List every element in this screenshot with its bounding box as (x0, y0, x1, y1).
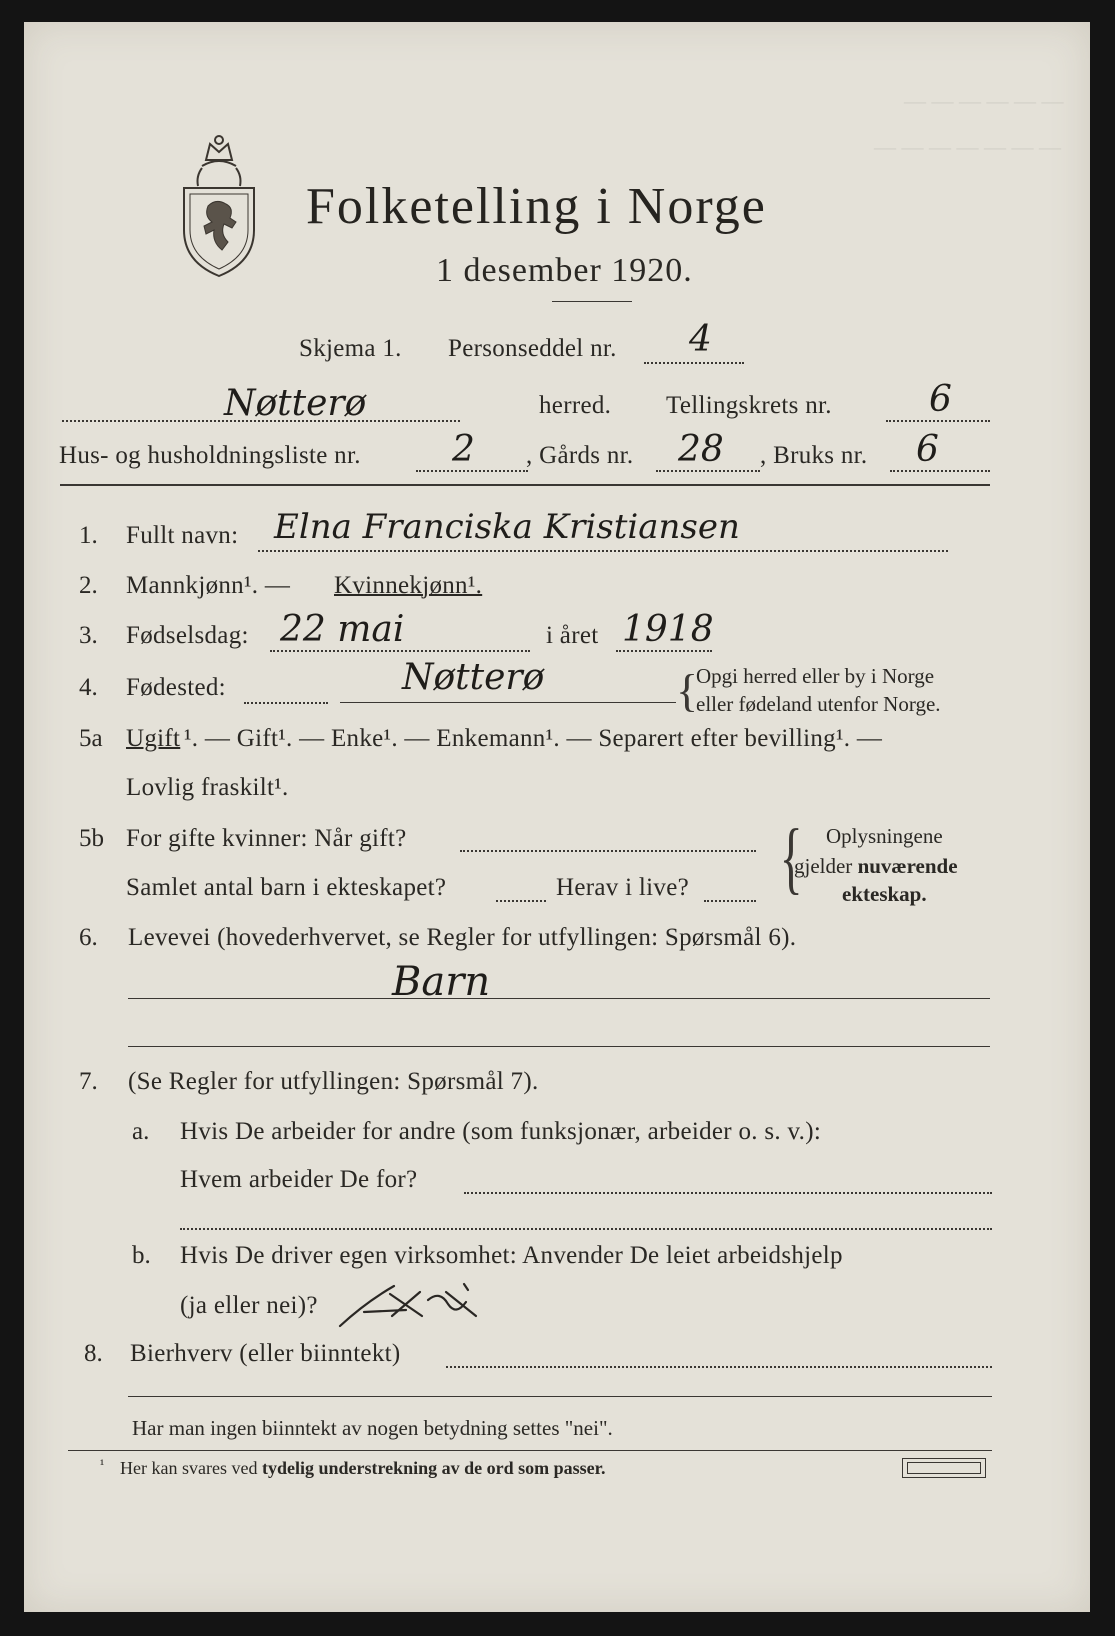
gards-label: , Gårds nr. (526, 442, 634, 469)
q5b-note-line2 (794, 854, 958, 879)
census-form-page (24, 22, 1090, 1612)
q5b-note-line1: Oplysningene (826, 824, 943, 848)
q5a-lovlig-fraskilt[interactable]: Lovlig fraskilt¹. (126, 774, 289, 801)
bruks-label: , Bruks nr. (760, 442, 868, 469)
q4-birthplace-value[interactable]: Nøtterø (402, 657, 545, 698)
q5b-children-label: Samlet antal barn i ekteskapet? (126, 874, 447, 901)
q4-label: Fødested: (126, 674, 226, 701)
section-divider (60, 484, 990, 486)
q2-number: 2. (79, 572, 98, 599)
q6-label: Levevei (hovederhvervet, se Regler for utfyllingen: Spørsmål 6). (128, 924, 797, 951)
q7a-label: Hvis De arbeider for andre (som funksjonær, arbeider o. s. v.): (180, 1118, 822, 1145)
q7b-label: Hvis De driver egen virksomhet: Anvender De leiet arbeidshjelp (180, 1242, 843, 1269)
q6-occupation-value[interactable]: Barn (392, 959, 491, 1005)
q7a-extra-line (180, 1228, 992, 1230)
herred-label: herred. (539, 392, 612, 419)
footnote-text (120, 1458, 606, 1479)
q4-number: 4. (79, 674, 98, 701)
q7a-employer-label: Hvem arbeider De for? (180, 1166, 418, 1193)
form-title: Folketelling i Norge (306, 178, 767, 235)
q4-field-line-b (340, 702, 676, 703)
q4-field-line-a (244, 702, 328, 704)
q1-field-line (258, 550, 948, 552)
bleed-through-text: — — — — — — — (874, 134, 1061, 159)
q7-label: (Se Regler for utfyllingen: Spørsmål 7). (128, 1068, 539, 1095)
tellingskrets-field-line (886, 420, 990, 422)
printer-stamp-icon (902, 1458, 986, 1478)
q3-field-line (270, 650, 530, 652)
q7b-yes-no-label: (ja eller nei)? (180, 1292, 318, 1319)
household-list-label: Hus- og husholdningsliste nr. (59, 442, 361, 469)
title-rule (552, 301, 632, 302)
household-field-line (416, 470, 528, 472)
q2-male-option[interactable]: Mannkjønn¹. — (126, 572, 291, 599)
q5a-marital-options[interactable]: ¹. — Gift¹. — Enke¹. — Enkemann¹. — Separert efter bevilling¹. — (184, 725, 883, 752)
q5b-alive-line (704, 900, 756, 902)
q5b-brace: { (779, 814, 803, 902)
q5b-note-line2b: nuværende (857, 854, 958, 878)
gards-value[interactable]: 28 (678, 429, 724, 470)
q5b-when-married-line (460, 850, 756, 852)
q2-female-option-underlined[interactable]: Kvinnekjønn¹. (334, 572, 483, 599)
q5a-ugift-option-underlined[interactable]: Ugift (126, 725, 181, 752)
tellingskrets-value[interactable]: 6 (929, 379, 952, 420)
q6-number: 6. (79, 924, 98, 951)
q6-answer-line-2 (128, 1046, 990, 1047)
q1-label: Fullt navn: (126, 522, 239, 549)
q5b-when-married-label: For gifte kvinner: Når gift? (126, 825, 407, 852)
footer-note: Har man ingen biinntekt av nogen betydning settes "nei". (132, 1416, 613, 1440)
footnote-text-b: tydelig understrekning av de ord som passer. (261, 1458, 606, 1478)
q8-label: Bierhverv (eller biinntekt) (130, 1340, 401, 1367)
q6-answer-line-1 (128, 998, 990, 999)
herred-value[interactable]: Nøtterø (224, 383, 367, 424)
q3-number: 3. (79, 622, 98, 649)
q3-year-label: i året (546, 622, 599, 649)
q7a-employer-line (464, 1192, 992, 1194)
personseddel-label: Personseddel nr. (448, 335, 617, 362)
bleed-through-text: — — — — — — (904, 88, 1064, 113)
q5b-note-line3: ekteskap. (842, 882, 927, 906)
bruks-value[interactable]: 6 (916, 429, 939, 470)
q5b-children-line (496, 900, 546, 902)
q5a-number: 5a (79, 725, 103, 752)
q7b-number: b. (132, 1242, 151, 1269)
q3-birthday-value[interactable]: 22 mai (280, 609, 405, 650)
norway-coat-of-arms-icon (174, 130, 264, 280)
q8-field-line (446, 1366, 992, 1368)
schema-label: Skjema 1. (299, 335, 402, 362)
personseddel-value[interactable]: 4 (689, 319, 712, 360)
q5b-number: 5b (79, 825, 104, 852)
q1-number: 1. (79, 522, 98, 549)
q4-brace: { (676, 665, 699, 716)
q8-divider (128, 1396, 992, 1397)
q4-note-line1: Opgi herred eller by i Norge (696, 664, 935, 688)
q5b-alive-label: Herav i live? (556, 874, 690, 901)
personseddel-field-line (644, 362, 744, 364)
footnote-mark: ¹ (100, 1458, 105, 1473)
q8-number: 8. (84, 1340, 103, 1367)
q5b-note-line2a: gjelder (794, 854, 858, 878)
q3-label: Fødselsdag: (126, 622, 249, 649)
q3-year-value[interactable]: 1918 (622, 609, 714, 650)
tellingskrets-label: Tellingskrets nr. (666, 392, 832, 419)
footnote-text-a: Her kan svares ved (120, 1458, 262, 1478)
census-date: 1 desember 1920. (436, 252, 693, 289)
gards-field-line (656, 470, 760, 472)
q4-note-line2: eller fødeland utenfor Norge. (696, 692, 941, 716)
q3-year-field-line (616, 650, 712, 652)
q1-full-name-value[interactable]: Elna Franciska Kristiansen (274, 507, 740, 547)
q7b-crossed-out-mark[interactable] (336, 1282, 496, 1332)
q7-number: 7. (79, 1068, 98, 1095)
q7a-number: a. (132, 1118, 150, 1145)
footer-rule (68, 1450, 992, 1451)
bruks-field-line (890, 470, 990, 472)
household-value[interactable]: 2 (452, 429, 475, 470)
